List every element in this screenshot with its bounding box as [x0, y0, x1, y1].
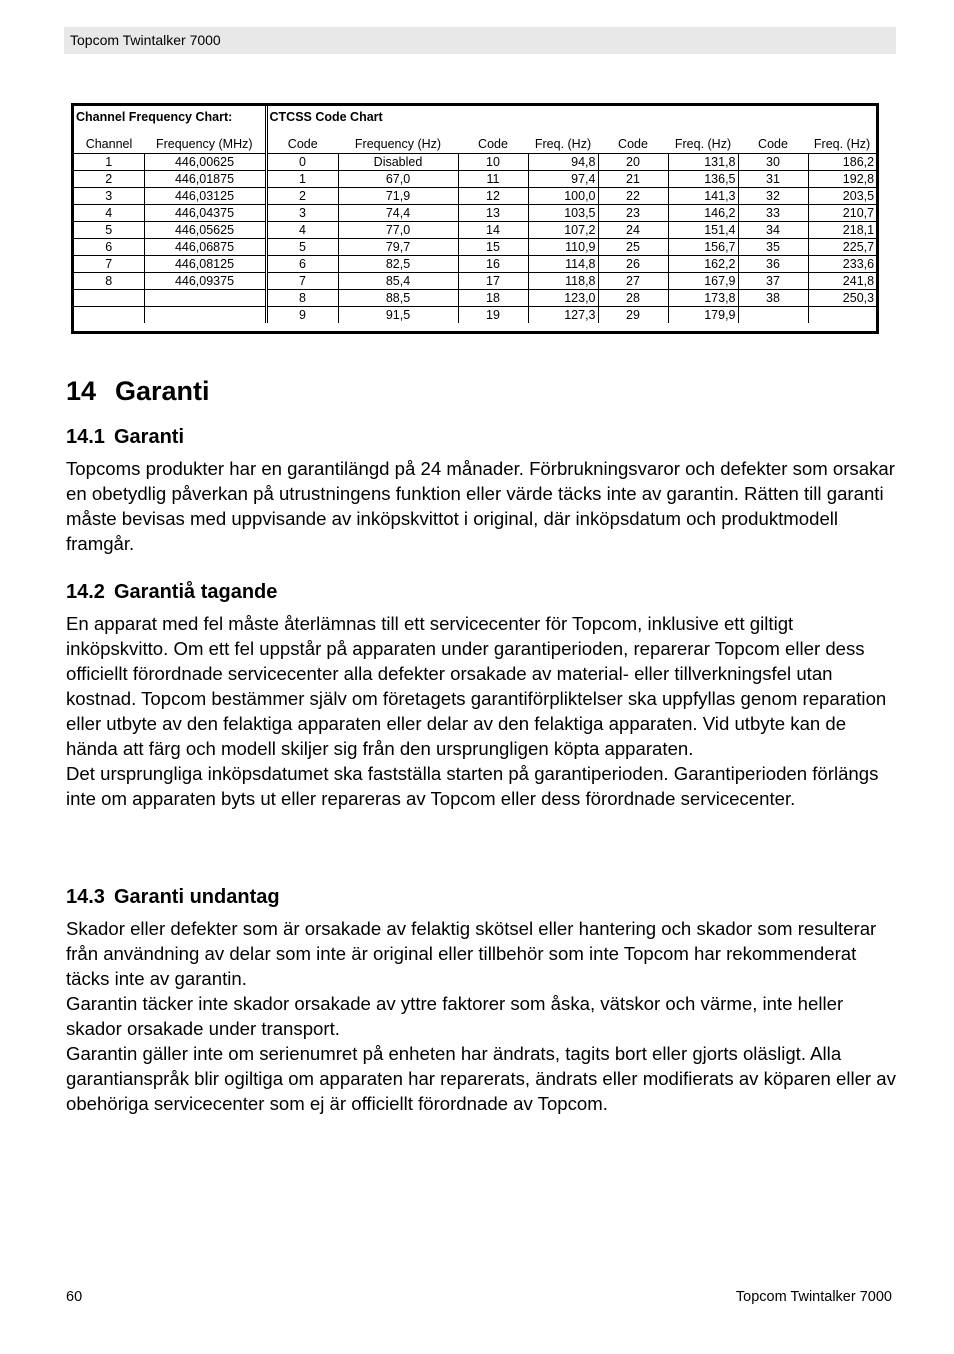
column-header: Freq. (Hz): [534, 137, 592, 151]
table-cell: 17: [458, 273, 528, 290]
table-cell: 15: [458, 239, 528, 256]
table-cell: 24: [598, 222, 668, 239]
table-cell: 192,8: [808, 171, 876, 188]
table-cell: 31: [738, 171, 808, 188]
column-header: Freq. (Hz): [813, 137, 871, 151]
table-cell: 11: [458, 171, 528, 188]
subsection-heading-14-2: [66, 581, 277, 604]
column-header: Frequency (Hz): [354, 137, 442, 151]
table-cell: [74, 290, 144, 307]
table-cell: 38: [738, 290, 808, 307]
table-cell: 203,5: [808, 188, 876, 205]
table-cell: 79,7: [338, 239, 458, 256]
column-header: Code: [266, 128, 338, 154]
subsection-body-14-2: [66, 611, 896, 811]
table-cell: 173,8: [668, 290, 738, 307]
table-cell: 446,01875: [144, 171, 266, 188]
table-cell: 1: [266, 171, 338, 188]
table-row: [74, 154, 876, 171]
table-cell: 446,03125: [144, 188, 266, 205]
table-cell: 131,8: [668, 154, 738, 171]
subsection-title: Garantiå tagande: [114, 581, 278, 603]
table-cell: 136,5: [668, 171, 738, 188]
table-cell: 35: [738, 239, 808, 256]
table-cell: 250,3: [808, 290, 876, 307]
table-cell: 21: [598, 171, 668, 188]
table-row: [74, 205, 876, 222]
table-cell: 3: [266, 205, 338, 222]
table-cell: 37: [738, 273, 808, 290]
subsection-number: 14.2: [66, 581, 105, 603]
table-cell: 91,5: [338, 307, 458, 324]
paragraph: Topcoms produkter har en garantilängd på 24 månader. Förbrukningsvaror och defekter som orsakar en obetydlig påverkan på utrustningens funktion eller värde täcks inte av garantin. Rätten till garanti måste bevisas med uppvisande av inköpskvittot i original, där inköpsdatum och produktmodell framgår.: [66, 458, 895, 554]
subsection-heading-14-3: [66, 886, 280, 909]
table-row: [74, 273, 876, 290]
channel-chart-title: Channel Frequency Chart:: [76, 110, 233, 124]
table-cell: 218,1: [808, 222, 876, 239]
table-cell: [74, 307, 144, 324]
table-cell: 34: [738, 222, 808, 239]
table-cell: 67,0: [338, 171, 458, 188]
subsection-number: 14.1: [66, 426, 105, 448]
table-cell: 20: [598, 154, 668, 171]
paragraph: En apparat med fel måste återlämnas till ett servicecenter för Topcom, inklusive ett giltigt inköpskvitto. Om ett fel uppstår på apparaten under garantiperioden, reparerar Topcom eller dess officiellt förordnade servicecenter alla defekter orsakade av material- eller tillverkningsfel utan kostnad. Topcom bestämmer själv om företagets garantiförpliktelser ska uppfyllas genom reparation eller utbyte av den felaktiga apparaten eller delar av den felaktiga apparaten. Vid utbyte kan de hända att färg och modell skiljer sig från den ursprungligen köpta apparaten.: [66, 613, 887, 759]
paragraph: Det ursprungliga inköpsdatumet ska fastställa starten på garantiperioden. Garantiperioden förlängs inte om apparaten byts ut eller repareras av Topcom eller dess förordnade servicecenter.: [66, 763, 879, 809]
table-cell: 30: [738, 154, 808, 171]
column-header: Code: [478, 137, 508, 151]
table-cell: 2: [266, 188, 338, 205]
table-cell: 110,9: [528, 239, 598, 256]
table-cell: 9: [266, 307, 338, 324]
column-header: Frequency (MHz): [155, 137, 253, 151]
table-cell: 446,05625: [144, 222, 266, 239]
table-cell: 167,9: [668, 273, 738, 290]
paragraph: Skador eller defekter som är orsakade av felaktig skötsel eller hantering och skador som resulterar från användning av delar som inte är original eller tillbehör som inte Topcom har rekommenderat täcks inte av garantin.: [66, 918, 877, 989]
frequency-table-box: [71, 103, 879, 334]
table-cell: 123,0: [528, 290, 598, 307]
table-cell: 6: [266, 256, 338, 273]
section-title: Garanti: [115, 376, 210, 406]
table-cell: 103,5: [528, 205, 598, 222]
table-cell: 0: [266, 154, 338, 171]
table-cell: 446,08125: [144, 256, 266, 273]
table-cell: 8: [266, 290, 338, 307]
table-cell: 118,8: [528, 273, 598, 290]
table-cell: 162,2: [668, 256, 738, 273]
table-cell: [808, 307, 876, 324]
table-cell: 186,2: [808, 154, 876, 171]
running-header: [64, 27, 896, 54]
table-cell: 23: [598, 205, 668, 222]
table-cell: 6: [74, 239, 144, 256]
table-cell: 151,4: [668, 222, 738, 239]
table-cell: 18: [458, 290, 528, 307]
column-header: Code: [758, 137, 788, 151]
table-cell: 100,0: [528, 188, 598, 205]
ctcss-chart-title: CTCSS Code Chart: [266, 106, 876, 128]
table-cell: [144, 307, 266, 324]
table-cell: 33: [738, 205, 808, 222]
table-cell: 22: [598, 188, 668, 205]
table-cell: Disabled: [338, 154, 458, 171]
table-cell: [144, 290, 266, 307]
subsection-number: 14.3: [66, 886, 105, 908]
table-cell: 32: [738, 188, 808, 205]
section-heading: [66, 376, 210, 407]
table-row: [74, 222, 876, 239]
table-cell: 13: [458, 205, 528, 222]
table-cell: 94,8: [528, 154, 598, 171]
table-cell: 14: [458, 222, 528, 239]
table-cell: 97,4: [528, 171, 598, 188]
table-cell: 446,04375: [144, 205, 266, 222]
table-cell: 4: [266, 222, 338, 239]
table-cell: 88,5: [338, 290, 458, 307]
table-cell: 4: [74, 205, 144, 222]
table-cell: 114,8: [528, 256, 598, 273]
table-cell: 7: [266, 273, 338, 290]
subsection-heading-14-1: [66, 426, 184, 449]
table-cell: 7: [74, 256, 144, 273]
table-row: [74, 171, 876, 188]
table-cell: 19: [458, 307, 528, 324]
table-cell: 28: [598, 290, 668, 307]
column-header: Channel: [85, 137, 133, 151]
table-row: [74, 290, 876, 307]
column-header: Code: [618, 137, 648, 151]
table-cell: 5: [266, 239, 338, 256]
table-cell: 85,4: [338, 273, 458, 290]
table-cell: 82,5: [338, 256, 458, 273]
table-row: [74, 239, 876, 256]
table-cell: [738, 307, 808, 324]
header-title: Topcom Twintalker 7000: [70, 32, 221, 48]
table-cell: 127,3: [528, 307, 598, 324]
table-cell: 141,3: [668, 188, 738, 205]
table-cell: 26: [598, 256, 668, 273]
frequency-table: [74, 106, 876, 323]
table-cell: 10: [458, 154, 528, 171]
table-cell: 446,09375: [144, 273, 266, 290]
table-cell: 29: [598, 307, 668, 324]
table-cell: 107,2: [528, 222, 598, 239]
column-header-row: [74, 128, 876, 154]
table-cell: 241,8: [808, 273, 876, 290]
table-cell: 16: [458, 256, 528, 273]
paragraph: Garantin gäller inte om serienumret på enheten har ändrats, tagits bort eller gjorts oläsligt. Alla garantianspråk blir ogiltiga om apparaten har reparerats, ändrats eller modifierats av köparen eller av obehöriga servicecenter som ej är officiellt förordnade av Topcom.: [66, 1043, 896, 1114]
table-cell: 225,7: [808, 239, 876, 256]
table-cell: 233,6: [808, 256, 876, 273]
table-cell: 8: [74, 273, 144, 290]
table-cell: 36: [738, 256, 808, 273]
section-number: 14: [66, 376, 97, 406]
paragraph: Garantin täcker inte skador orsakade av yttre faktorer som åska, vätskor och värme, inte heller skador orsakade under transport.: [66, 993, 844, 1039]
subsection-title: Garanti undantag: [114, 886, 280, 908]
table-row: [74, 188, 876, 205]
table-cell: 179,9: [668, 307, 738, 324]
table-cell: 1: [74, 154, 144, 171]
table-cell: 74,4: [338, 205, 458, 222]
footer-title: Topcom Twintalker 7000: [735, 1289, 892, 1305]
table-cell: 5: [74, 222, 144, 239]
subsection-title: Garanti: [114, 426, 185, 448]
page-number: 60: [66, 1289, 83, 1305]
table-cell: 210,7: [808, 205, 876, 222]
table-row: [74, 256, 876, 273]
column-header: Freq. (Hz): [674, 137, 732, 151]
table-cell: 156,7: [668, 239, 738, 256]
table-cell: 2: [74, 171, 144, 188]
table-row: [74, 307, 876, 324]
subsection-body-14-1: [66, 456, 896, 556]
table-cell: 3: [74, 188, 144, 205]
table-cell: 71,9: [338, 188, 458, 205]
table-cell: 446,00625: [144, 154, 266, 171]
table-cell: 12: [458, 188, 528, 205]
subsection-body-14-3: [66, 916, 896, 1116]
table-cell: 146,2: [668, 205, 738, 222]
table-cell: 77,0: [338, 222, 458, 239]
table-cell: 446,06875: [144, 239, 266, 256]
table-cell: 27: [598, 273, 668, 290]
table-cell: 25: [598, 239, 668, 256]
